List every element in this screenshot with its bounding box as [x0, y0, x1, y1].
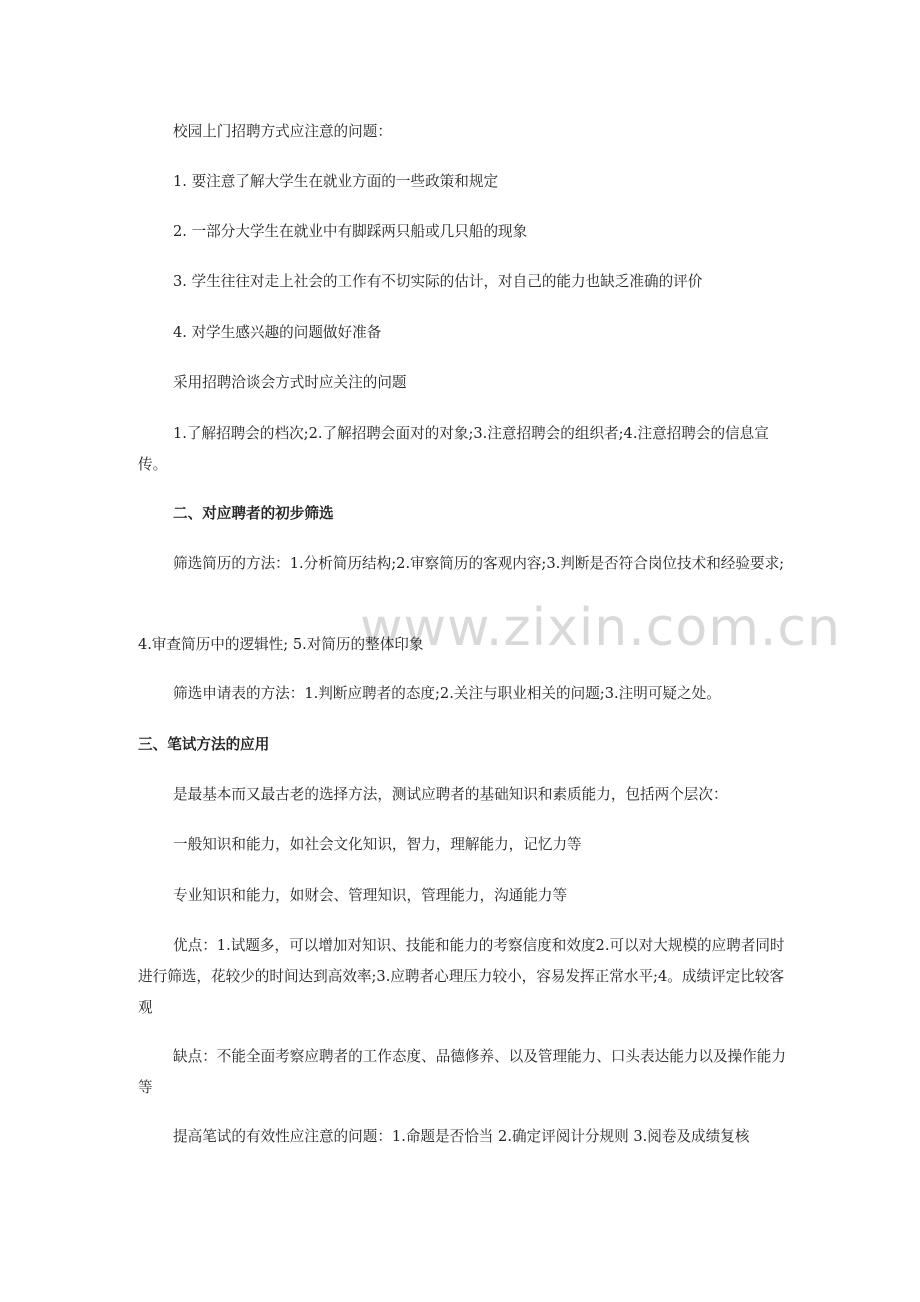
- paragraph-resume-screening-cont: 4.审查简历中的逻辑性; 5.对简历的整体印象: [138, 636, 424, 653]
- paragraph-general-knowledge: 一般知识和能力，如社会文化知识，智力，理解能力，记忆力等: [173, 836, 582, 853]
- watermark: www.zixin.com.cn: [360, 598, 841, 658]
- paragraph-item-4: 4. 对学生感兴趣的问题做好准备: [173, 324, 382, 341]
- paragraph-campus-issues-title: 校园上门招聘方式应注意的问题：: [173, 123, 392, 140]
- paragraph-item-3: 3. 学生往往对走上社会的工作有不切实际的估计，对自己的能力也缺乏准确的评价: [173, 273, 703, 290]
- paragraph-application-screening: 筛选申请表的方法：1.判断应聘者的态度;2.关注与职业相关的问题;3.注明可疑之处。: [173, 685, 721, 702]
- paragraph-resume-screening: 筛选简历的方法：1.分析简历结构;2.审察简历的客观内容;3.判断是否符合岗位技术和经验要求;: [173, 555, 785, 572]
- paragraph-item-1: 1. 要注意了解大学生在就业方面的一些政策和规定: [173, 173, 499, 190]
- paragraph-job-fair-title: 采用招聘洽谈会方式时应关注的问题: [173, 374, 407, 391]
- paragraph-disadvantages: 缺点：不能全面考察应聘者的工作态度、品德修养、以及管理能力、口头表达能力以及操作能力等: [138, 1048, 786, 1096]
- paragraph-professional-knowledge: 专业知识和能力，如财会、管理知识，管理能力，沟通能力等: [173, 887, 568, 904]
- paragraph-validity-issues: 提高笔试的有效性应注意的问题：1.命题是否恰当 2.确定评阅计分规则 3.阅卷及成绩复核: [173, 1128, 750, 1145]
- paragraph-advantages: 优点：1.试题多，可以增加对知识、技能和能力的考察信度和效度2.可以对大规模的应聘者同时进行筛选，花较少的时间达到高效率;3.应聘者心理压力较小，容易发挥正常水平;4。成绩评定比较客观: [138, 937, 785, 1016]
- paragraph-item-2: 2. 一部分大学生在就业中有脚踩两只船或几只船的现象: [173, 223, 528, 240]
- paragraph-written-test-intro: 是最基本而又最古老的选择方法，测试应聘者的基础知识和素质能力，包括两个层次：: [173, 786, 728, 803]
- section-heading-written-test: 三、笔试方法的应用: [138, 736, 270, 753]
- paragraph-job-fair-items: 1.了解招聘会的档次;2.了解招聘会面对的对象;3.注意招聘会的组织者;4.注意招聘会的信息宣传。: [138, 425, 769, 473]
- section-heading-initial-screening: 二、对应聘者的初步筛选: [173, 505, 334, 522]
